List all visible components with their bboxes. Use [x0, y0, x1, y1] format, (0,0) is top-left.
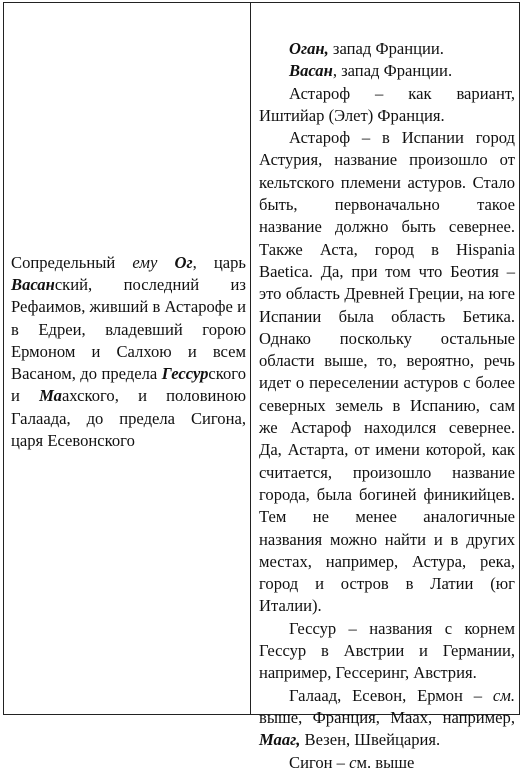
text-run-bold-italic: Оган,: [289, 39, 329, 58]
paragraph-astarof-variant: [259, 83, 515, 128]
text-run: ский, последний из Рефаимов, живший в Астарофе и в Едреи, владевший горою Ермоном и Салхою и всем Васаном, до предела: [11, 274, 246, 384]
text-run-bold-italic: Гессур: [161, 364, 209, 384]
paragraph-gessur: [259, 618, 515, 685]
text-run-italic: ему: [132, 252, 175, 272]
text-run: запад Франции.: [328, 39, 444, 58]
text-run-bold-italic: Ма: [39, 386, 62, 406]
text-run-italic: см.: [492, 685, 515, 705]
paragraph-astarof-spain: [259, 127, 515, 618]
document-table: [3, 2, 520, 772]
left-column-text: [11, 252, 246, 453]
text-run: Сигон –: [289, 752, 350, 772]
text-run: Гессур – названия с корнем Гессур в Австрии и Германии, например, Гессеринг, Австрия.: [259, 618, 515, 683]
right-column: [251, 3, 519, 772]
text-run: Астароф – как вариант, Иштийар (Элет) Франция.: [259, 83, 515, 125]
text-run: м. выше: [356, 752, 415, 772]
text-run: выше, Франция, Маах, например,: [259, 707, 515, 727]
text-run: ского и: [11, 364, 246, 406]
text-run: , запад Франции.: [332, 61, 453, 81]
paragraph-vasan: [259, 60, 515, 82]
text-run-bold-italic: Васан: [11, 274, 55, 294]
text-run: Сопредельный: [11, 252, 133, 272]
text-run-bold-italic: Мааг,: [259, 730, 301, 750]
text-run-bold-italic: Ог: [174, 252, 193, 272]
paragraph-galaad: [259, 685, 515, 752]
text-run: , царь: [192, 252, 246, 272]
left-column: [4, 3, 251, 714]
text-run-italic: с: [349, 752, 357, 772]
text-run: Астароф – в Испании город Астурия, название произошло от кельтского племени астуров. Стало быть, первоначально такое название должно быть севернее. Также Аста, город в Hispania Baetica. Да, при том что Беотия – это область Древней Греции, на юге Испании была область Бетика. Однако поскольку остальные области выше, то, вероятно, речь идет о переселении астуров с более северных земель в Испанию, сам же Астароф находился севернее. Да, Астарта, от имени которой, как считается, произошло название города, была богиней финикийцев. Тем не менее аналогичные названия можно найти и в других местах, например, Астура, река, город и остров в Латии (юг Италии).: [259, 128, 515, 616]
text-run: Везен, Швейцария.: [300, 730, 441, 750]
text-run-bold-italic: Васан: [289, 61, 333, 81]
text-run: ахского, и половиною Галаада, до предела Сигона, царя Есевонского: [11, 386, 246, 451]
paragraph-ogan: [259, 38, 515, 60]
paragraph-sigon: [259, 752, 515, 774]
text-run: Галаад, Есевон, Ермон –: [289, 685, 493, 705]
